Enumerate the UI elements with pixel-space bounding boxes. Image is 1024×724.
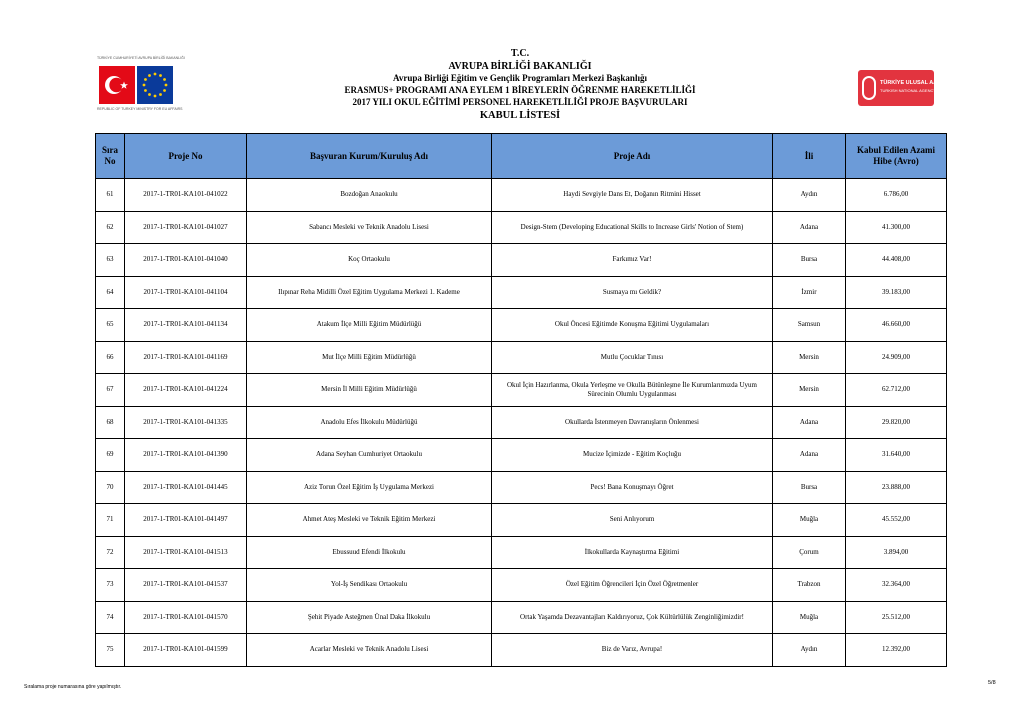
grant-amount: 12.392,00: [846, 634, 947, 667]
province: Aydın: [773, 634, 846, 667]
header-line-2: AVRUPA BİRLİĞİ BAKANLIĞI: [448, 61, 592, 72]
row-number: 71: [96, 504, 125, 537]
document-title: KABUL LİSTESİ: [479, 110, 561, 121]
column-header: Sıra No: [96, 134, 125, 179]
project-number: 2017-1-TR01-KA101-041599: [125, 634, 247, 667]
eu-star-icon: [144, 89, 147, 92]
grant-amount: 39.183,00: [846, 276, 947, 309]
eu-star-icon: [159, 93, 162, 96]
row-number: 67: [96, 374, 125, 407]
province: Bursa: [773, 244, 846, 277]
institution-name: Anadolu Efes İlkokulu Müdürlüğü: [247, 406, 492, 439]
row-number: 61: [96, 179, 125, 212]
page-number: 5/8: [988, 680, 996, 686]
project-name: Farkımız Var!: [492, 244, 773, 277]
table-row: [96, 536, 947, 569]
project-name: Özel Eğitim Öğrencileri İçin Özel Öğretmenler: [492, 569, 773, 602]
table-row: [96, 569, 947, 602]
project-name: Design-Stem (Developing Educational Skills to Increase Girls' Notion of Stem): [492, 211, 773, 244]
table-row: [96, 471, 947, 504]
grant-amount: 25.512,00: [846, 601, 947, 634]
grant-amount: 3.894,00: [846, 536, 947, 569]
row-number: 68: [96, 406, 125, 439]
eu-star-icon: [154, 95, 157, 98]
province: Muğla: [773, 601, 846, 634]
column-header: Başvuran Kurum/Kuruluş Adı: [247, 134, 492, 179]
institution-name: Mersin İl Milli Eğitim Müdürlüğü: [247, 374, 492, 407]
header-line-3: Avrupa Birliği Eğitim ve Gençlik Programları Merkezi Başkanlığı: [393, 73, 647, 83]
header-line-1: T.C.: [510, 48, 530, 59]
institution-name: Acarlar Mesleki ve Teknik Anadolu Lisesi: [247, 634, 492, 667]
eu-star-icon: [144, 78, 147, 81]
institution-name: Ilıpınar Reha Midilli Özel Eğitim Uygulama Merkezi 1. Kademe: [247, 276, 492, 309]
table-row: [96, 244, 947, 277]
project-name: Haydi Sevgiyle Dans Et, Doğanın Ritmini Hisset: [492, 179, 773, 212]
table-header-row: [96, 134, 947, 179]
footer-note: Sıralama proje numarasına göre yapılmıştır.: [24, 684, 122, 690]
project-number: 2017-1-TR01-KA101-041513: [125, 536, 247, 569]
province: Aydın: [773, 179, 846, 212]
eu-star-icon: [165, 84, 168, 87]
institution-name: Adana Seyhan Cumhuriyet Ortaokulu: [247, 439, 492, 472]
province: Çorum: [773, 536, 846, 569]
project-number: 2017-1-TR01-KA101-041040: [125, 244, 247, 277]
grant-amount: 31.640,00: [846, 439, 947, 472]
project-number: 2017-1-TR01-KA101-041537: [125, 569, 247, 602]
project-number: 2017-1-TR01-KA101-041335: [125, 406, 247, 439]
turkish-flag-icon: [99, 66, 135, 104]
project-number: 2017-1-TR01-KA101-041445: [125, 471, 247, 504]
eu-star-icon: [163, 89, 166, 92]
table-row: [96, 406, 947, 439]
grant-amount: 23.888,00: [846, 471, 947, 504]
acceptance-table: [95, 133, 947, 667]
eu-star-icon: [163, 78, 166, 81]
institution-name: Aziz Torun Özel Eğitim İş Uygulama Merkezi: [247, 471, 492, 504]
project-name: Biz de Varız, Avrupa!: [492, 634, 773, 667]
row-number: 64: [96, 276, 125, 309]
table-row: [96, 504, 947, 537]
project-number: 2017-1-TR01-KA101-041027: [125, 211, 247, 244]
logo-top-text: TÜRKİYE CUMHURİYETİ AVRUPA BİRLİĞİ BAKANLIĞI: [97, 56, 185, 60]
table-row: [96, 601, 947, 634]
grant-amount: 29.820,00: [846, 406, 947, 439]
institution-name: Atakum İlçe Milli Eğitim Müdürlüğü: [247, 309, 492, 342]
project-number: 2017-1-TR01-KA101-041497: [125, 504, 247, 537]
table-row: [96, 634, 947, 667]
province: Adana: [773, 439, 846, 472]
row-number: 73: [96, 569, 125, 602]
project-name: Mucize İçimizde - Eğitim Koçluğu: [492, 439, 773, 472]
grant-amount: 45.552,00: [846, 504, 947, 537]
grant-amount: 44.408,00: [846, 244, 947, 277]
eu-star-icon: [148, 93, 151, 96]
project-name: Mutlu Çocuklar Tınısı: [492, 341, 773, 374]
project-name: Okul Öncesi Eğitimde Konuşma Eğitimi Uygulamaları: [492, 309, 773, 342]
column-header: Proje No: [125, 134, 247, 179]
project-number: 2017-1-TR01-KA101-041134: [125, 309, 247, 342]
eu-star-icon: [143, 84, 146, 87]
header-line-5: 2017 YILI OKUL EĞİTİMİ PERSONEL HAREKETLİLİĞİ PROJE BAŞVURULARI: [352, 97, 688, 107]
institution-name: Sabancı Mesleki ve Teknik Anadolu Lisesi: [247, 211, 492, 244]
province: Adana: [773, 406, 846, 439]
project-name: Ortak Yaşamda Dezavantajları Kaldırıyoruz, Çok Kültürlülük Zenginliğimizdir!: [492, 601, 773, 634]
project-number: 2017-1-TR01-KA101-041169: [125, 341, 247, 374]
eu-star-icon: [148, 74, 151, 77]
institution-name: Bozdoğan Anaokulu: [247, 179, 492, 212]
project-number: 2017-1-TR01-KA101-041104: [125, 276, 247, 309]
table-row: [96, 179, 947, 212]
row-number: 75: [96, 634, 125, 667]
province: Mersin: [773, 341, 846, 374]
grant-amount: 24.909,00: [846, 341, 947, 374]
eu-star-icon: [159, 74, 162, 77]
project-name: Okullarda İstenmeyen Davranışların Önlenmesi: [492, 406, 773, 439]
province: Bursa: [773, 471, 846, 504]
eu-flag-icon: [137, 66, 173, 104]
row-number: 74: [96, 601, 125, 634]
project-name: Susmaya mı Geldik?: [492, 276, 773, 309]
row-number: 72: [96, 536, 125, 569]
ministry-logo: [97, 56, 185, 112]
grant-amount: 32.364,00: [846, 569, 947, 602]
project-number: 2017-1-TR01-KA101-041390: [125, 439, 247, 472]
province: İzmir: [773, 276, 846, 309]
project-number: 2017-1-TR01-KA101-041570: [125, 601, 247, 634]
province: Muğla: [773, 504, 846, 537]
row-number: 66: [96, 341, 125, 374]
table-row: [96, 341, 947, 374]
project-name: Pecs! Bana Konuşmayı Öğret: [492, 471, 773, 504]
province: Trabzon: [773, 569, 846, 602]
institution-name: Yol-İş Sendikası Ortaokulu: [247, 569, 492, 602]
grant-amount: 6.786,00: [846, 179, 947, 212]
agency-logo-subtitle: TURKISH NATIONAL AGENCY: [880, 88, 937, 93]
project-name: Seni Anlıyorum: [492, 504, 773, 537]
table-row: [96, 276, 947, 309]
agency-logo-title: TÜRKİYE ULUSAL AJANSI: [880, 80, 950, 86]
row-number: 70: [96, 471, 125, 504]
row-number: 65: [96, 309, 125, 342]
institution-name: Koç Ortaokulu: [247, 244, 492, 277]
table-row: [96, 374, 947, 407]
agency-emblem-icon: [862, 76, 876, 100]
project-number: 2017-1-TR01-KA101-041224: [125, 374, 247, 407]
institution-name: Şehit Piyade Asteğmen Ünal Daka İlkokulu: [247, 601, 492, 634]
project-name: Okul İçin Hazırlanma, Okula Yerleşme ve Okulla Bütünleşme İle Kurumlarımızda Uyum Sürecinin Olumlu Uygulanması: [492, 374, 773, 407]
logo-bottom-text: REPUBLIC OF TURKEY MINISTRY FOR EU AFFAIRS: [97, 107, 183, 111]
province: Samsun: [773, 309, 846, 342]
grant-amount: 62.712,00: [846, 374, 947, 407]
table-row: [96, 211, 947, 244]
row-number: 69: [96, 439, 125, 472]
institution-name: Ebussuud Efendi İlkokulu: [247, 536, 492, 569]
column-header: İli: [773, 134, 846, 179]
project-number: 2017-1-TR01-KA101-041022: [125, 179, 247, 212]
table-row: [96, 309, 947, 342]
grant-amount: 46.660,00: [846, 309, 947, 342]
province: Adana: [773, 211, 846, 244]
province: Mersin: [773, 374, 846, 407]
row-number: 62: [96, 211, 125, 244]
national-agency-logo: [858, 70, 950, 106]
table-body: [96, 179, 947, 667]
institution-name: Ahmet Ateş Mesleki ve Teknik Eğitim Merkezi: [247, 504, 492, 537]
eu-star-icon: [154, 73, 157, 76]
project-name: İlkokullarda Kaynaştırma Eğitimi: [492, 536, 773, 569]
institution-name: Mut İlçe Milli Eğitim Müdürlüğü: [247, 341, 492, 374]
row-number: 63: [96, 244, 125, 277]
grant-amount: 41.300,00: [846, 211, 947, 244]
header-line-4: ERASMUS+ PROGRAMI ANA EYLEM 1 BİREYLERİN ÖĞRENME HAREKETLİLİĞİ: [344, 85, 696, 95]
table-row: [96, 439, 947, 472]
column-header: Kabul Edilen Azami Hibe (Avro): [846, 134, 947, 179]
column-header: Proje Adı: [492, 134, 773, 179]
